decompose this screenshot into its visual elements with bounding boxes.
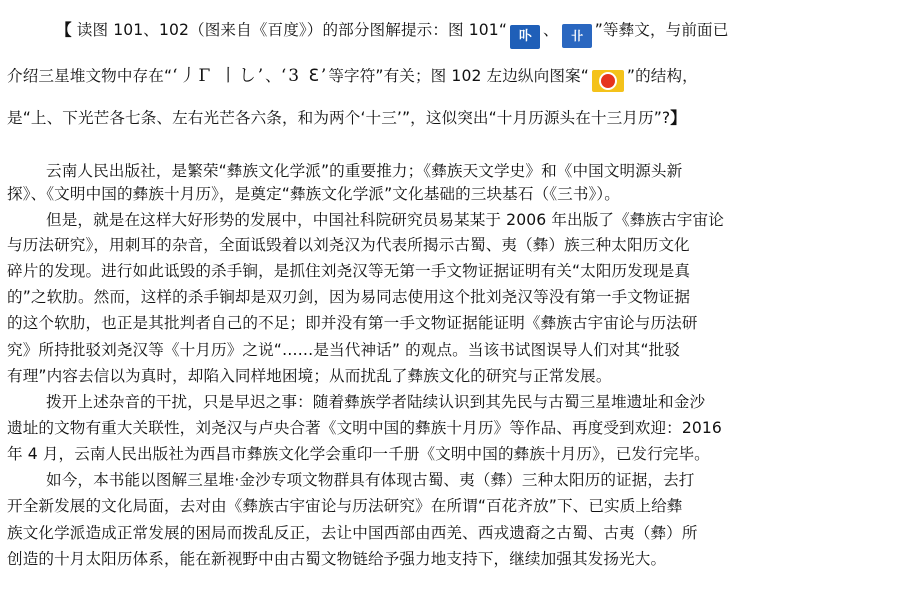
body-line: 但是，就是在这样大好形势的发展中，中国社科院研究员易某某于 2006 年出版了《彝族古宇宙论 bbox=[46, 211, 724, 229]
note-close-bracket: 】 bbox=[670, 109, 686, 127]
body-line: 究》所持批驳刘尧汉等《十月历》之说“……是当代神话” 的观点。当该书试图误导人们对其“批驳 bbox=[7, 341, 681, 359]
body-line: 如今，本书能以图解三星堆·金沙专项文物群具有体现古蜀、夷（彝）三种太阳历的证据，去打 bbox=[46, 471, 695, 489]
yi-character-icon: 卟 bbox=[510, 25, 540, 49]
body-line: 拨开上述杂音的干扰，只是早迟之事：随着彝族学者陆续认识到其先民与古蜀三星堆遗址和金沙 bbox=[46, 393, 706, 411]
note-text-2b: 等字符”有关；图 102 左边纵向图案“ bbox=[328, 67, 589, 85]
symbol-group-2: ‘3 ℇ’ bbox=[280, 66, 329, 86]
note-text-2c: ”的结构， bbox=[626, 67, 698, 85]
yi-character-icon-2: 卝 bbox=[562, 24, 592, 48]
note-text-1b: ”等彝文，与前面已 bbox=[594, 21, 729, 39]
symbol-group-1: ‘丿Γ 丨し’ bbox=[172, 66, 266, 86]
note-sep-1: 、 bbox=[543, 21, 559, 39]
note-line-1 bbox=[0, 20, 905, 49]
body-line: 探》、《文明中国的彝族十月历》，是奠定“彝族文化学派”文化基础的三块基石（《三书》）。 bbox=[7, 185, 621, 203]
body-line: 创造的十月太阳历体系，能在新视野中由古蜀文物链给予强力地支持下，继续加强其发扬光大。 bbox=[7, 550, 667, 568]
note-line-3 bbox=[0, 108, 905, 128]
body-line: 碎片的发现。进行如此诋毁的杀手锏，是抓住刘尧汉等无第一手文物证据证明有关“太阳历发现是真 bbox=[7, 262, 691, 280]
body-line: 有理”内容去信以为真时，却陷入同样地困境；从而扰乱了彝族文化的研究与正常发展。 bbox=[7, 367, 612, 385]
body-line: 开全新发展的文化局面，去对由《彝族古宇宙论与历法研究》在所谓“百花齐放”下、已实质上给彝 bbox=[7, 497, 683, 515]
body-line: 族文化学派造成正常发展的困局而拨乱反正，去让中国西部由西羌、西戎遗裔之古蜀、古夷（彝）所 bbox=[7, 524, 698, 542]
sun-pattern-icon bbox=[592, 70, 624, 92]
note-open-bracket: 【 bbox=[56, 21, 72, 39]
body-line: 的”之软肋。然而，这样的杀手锏却是双刃剑，因为易同志使用这个批刘尧汉等没有第一手文物证据 bbox=[7, 288, 691, 306]
note-line-2 bbox=[0, 66, 905, 92]
note-sep-2: 、 bbox=[265, 67, 281, 85]
body-line: 与历法研究》，用刺耳的杂音，全面诋毁着以刘尧汉为代表所揭示古蜀、夷（彝）族三种太阳历文化 bbox=[7, 236, 690, 254]
note-text-3: 是“上、下光芒各七条、左右光芒各六条，和为两个‘十三’”，这似突出“十月历源头在十三月历”? bbox=[7, 109, 671, 127]
note-text-2a: 介绍三星堆文物中存在“ bbox=[7, 67, 173, 85]
body-line: 遗址的文物有重大关联性，刘尧汉与卢央合著《文明中国的彝族十月历》等作品、再度受到欢迎：2016 bbox=[7, 419, 722, 437]
note-text-1a: 读图 101、102（图来自《百度》）的部分图解提示：图 101“ bbox=[71, 21, 508, 39]
body-line: 云南人民出版社，是繁荣“彝族文化学派”的重要推力；《彝族天文学史》和《中国文明源头新 bbox=[46, 162, 683, 180]
body-line: 年 4 月，云南人民出版社为西昌市彝族文化学会重印一千册《文明中国的彝族十月历》，已发行完毕。 bbox=[7, 445, 710, 463]
body-line: 的这个软肋，也正是其批判者自己的不足；即并没有第一手文物证据能证明《彝族古宇宙论与历法研 bbox=[7, 314, 698, 332]
